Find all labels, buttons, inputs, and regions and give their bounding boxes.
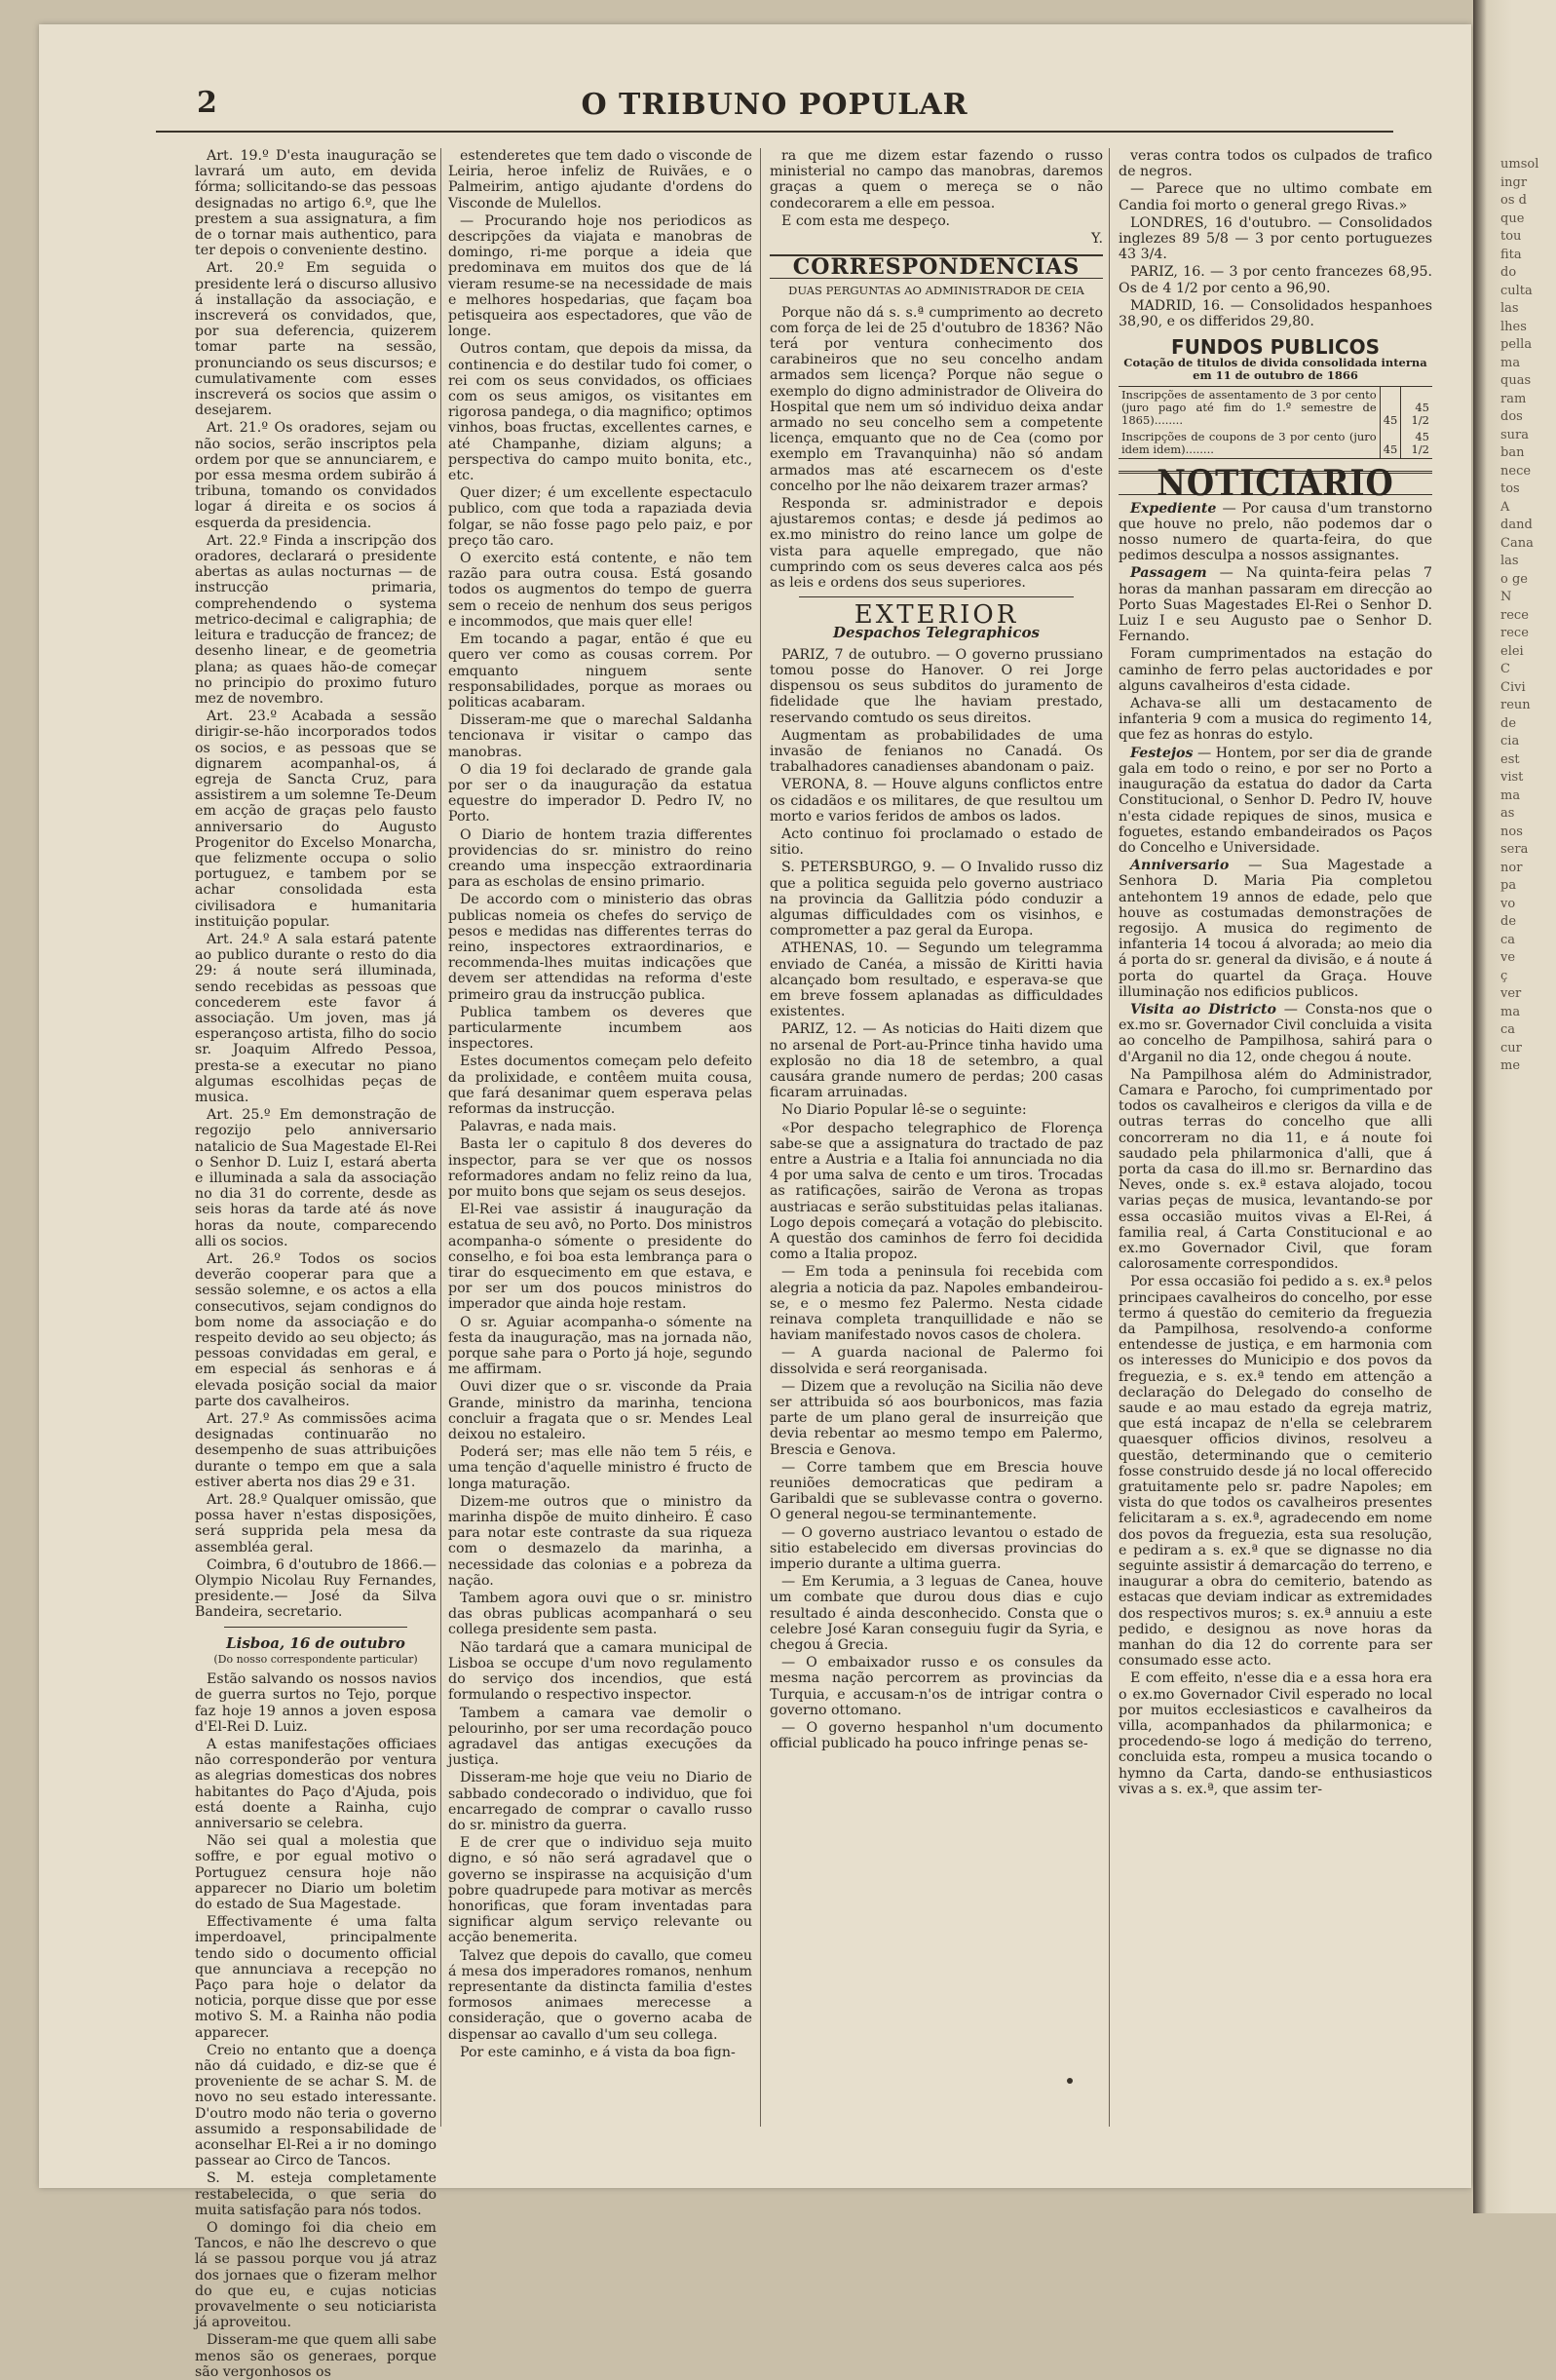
article-paragraph: Art. 24.º A sala estará patente ao publico durante o resto do dia 29: á noute será illuminada, sendo recebidas as pessoas que concederem este favor á associação. Um joven, mas já esperançoso artista, filho do socio sr. Joaquim Alfredo Pessoa, presta-se a executar no piano algumas escolhidas peças de musica. [195,931,436,1105]
next-page-fragment: tos [1500,481,1520,496]
article-paragraph: Art. 26.º Todos os socios deverão cooperar para que a sessão solemne, e os actos a ella consecutivos, sejam condignos do bom nome da associação e do respeito devido ao seu objecto; ás pessoas convidadas em geral, e em especial ás senhoras e á elevada posição social da maior parte dos cavalheiros. [195,1251,436,1409]
article-paragraph: Ouvi dizer que o sr. visconde da Praia Grande, ministro da marinha, tenciona concluir a fragata que o sr. Mendes Leal deixou no estaleiro. [448,1379,752,1443]
market-paragraph: LONDRES, 16 d'outubro. — Consolidados inglezes 89 5/8 — 3 por cento portuguezes 43 3/4. [1119,214,1432,263]
masthead: O TRIBUNO POPULAR [581,88,968,122]
column-rule [440,148,441,2127]
item-keyword: Visita ao Districto [1130,1001,1276,1017]
article-paragraph: Publica tambem os deveres que particularmente incumbem aos inspectores. [448,1004,752,1053]
next-page-fragment: que [1500,211,1525,226]
markets-text [1119,148,1432,329]
noticiario-item [1119,565,1432,644]
article-paragraph: O sr. Aguiar acompanha-o sómente na festa da inauguração, mas na jornada não, porque sahe para o Porto já hoje, segundo me affirmam. [448,1314,752,1378]
item-keyword: Expediente [1130,500,1217,517]
next-page-fragment: culta [1500,283,1533,298]
section-divider [224,1627,407,1628]
article-paragraph: S. M. esteja completamente restabelecida, o que seria do muita satisfação para nós todos. [195,2170,436,2218]
noticiario-item [1119,696,1432,744]
noticiario-item [1119,746,1432,856]
dispatch-paragraph: VERONA, 8. — Houve alguns conflictos entre os cidadãos e os militares, de que resultou um morto e varios feridos de ambos os lados. [770,777,1103,825]
article-paragraph: A estas manifestações officiaes não corresponderão por ventura as alegrias domesticas dos nobres habitantes do Paço d'Ajuda, pois está doente a Rainha, cujo anniversario se celebra. [195,1736,436,1831]
next-page-fragment: pa [1500,878,1517,893]
page-header [156,88,1393,133]
dispatch-paragraph: — O governo austriaco levantou o estado de sitio estabelecido em diversas provincias do imperio durante a ultima guerra. [770,1524,1103,1573]
fundos-row [1119,429,1432,459]
item-text: — Por causa d'um transtorno que houve no prelo, não podemos dar o nosso numero de quarta-feira, do que pedimos desculpa a nossos assignantes. [1119,500,1432,564]
item-keyword: Festejos [1130,745,1194,761]
fundos-value: 45 [1380,387,1401,430]
article-paragraph: Disseram-me hoje que veiu no Diario de sabbado condecorado o individuo, que foi encarregado de comprar o cavallo russo do sr. ministro da guerra. [448,1770,752,1833]
item-text: E com effeito, n'esse dia e a essa hora era o ex.mo Governador Civil esperado no local por muitos ecclesiasticos e cavalheiros da villa, acompanhados da philarmonica; e procedendo-se logo á medição do terreno, concluida esta, rompeu a musica tocando o hymno da Carta, dando-se enthusiasticos vivas a s. ex.ª, que assim ter- [1119,1670,1432,1797]
next-page-fragment: lhes [1500,319,1527,334]
next-page-fragment: ve [1500,950,1516,965]
next-page-fragment: ma [1500,355,1521,370]
item-text: — Hontem, por ser dia de grande gala em todo o reino, e por ser no Porto a inauguração da estatua do dador da Carta Constitucional, o Senhor D. Pedro IV, houve n'esta cidade repiques de sinos, musica e foguetes, estando embandeirados os Paços do Concelho e Universidade. [1119,745,1432,856]
noticiario-item [1119,501,1432,564]
next-page-fragment: A [1500,499,1510,515]
next-page-fragment: nos [1500,824,1523,839]
next-page-fragment: ma [1500,1004,1521,1019]
column-1 [195,148,436,2380]
dispatch-paragraph: — A guarda nacional de Palermo foi dissolvida e será reorganisada. [770,1345,1103,1377]
fundos-title: FUNDOS PUBLICOS [1170,335,1381,360]
next-page-fragment: pella [1500,337,1533,352]
article-paragraph: Palavras, e nada mais. [460,1119,617,1135]
article-paragraph: ra que me dizem estar fazendo o russo ministerial no campo das manobras, daremos graças a quem o mereça se o não condecorarem a elle em pessoa. [770,148,1103,211]
next-page-fragment: reun [1500,698,1531,712]
lisboa-article-continued [448,148,752,2060]
next-page-fragment: C [1500,662,1510,676]
next-page-fragment: ram [1500,391,1527,406]
article-paragraph: Basta ler o capitulo 8 dos deveres do inspector, para se ver que os nossos reformadores andam no feliz reino da lua, por muito bons que sejam os seus desejos. [448,1136,752,1200]
next-page-fragment: las [1500,554,1519,568]
article-paragraph: Estes documentos começam pelo defeito da prolixidade, e contêem muita cousa, que fará desanimar quem esperava pelas reformas da instrucção. [448,1054,752,1117]
article-paragraph: Creio no entanto que a doença não dá cuidado, e diz-se que é proveniente de se achar S. M. de novo no seu estado interessante. D'outro modo não teria o governo assumido a responsabilidade de aconselhar El-Rei a ir no domingo passear ao Circo de Tancos. [195,2042,436,2169]
article-paragraph: Tambem agora ouvi que o sr. ministro das obras publicas acompanhará o seu collega presidente sem pasta. [448,1591,752,1638]
dispatch-paragraph: Acto continuo foi proclamado o estado de sitio. [770,825,1103,859]
article-paragraph: Não sei qual a molestia que soffre, e por egual motivo o Portuguez censura hoje não apparecer no Diario um boletim do estado de Sua Magestade. [195,1833,436,1912]
dispatch-paragraph: PARIZ, 12. — As noticias do Haiti dizem que no arsenal de Port-au-Prince tinha havido uma explosão no dia 18 de setembro, a qual causára grande numero de perdas; 200 casas ficaram arruinadas. [770,1021,1103,1101]
correspondencias-subtitle: DUAS PERGUNTAS AO ADMINISTRADOR DE CEIA [788,284,1084,298]
article-paragraph: El-Rei vae assistir á inauguração da estatua de seu avô, no Porto. Dos ministros acompanha-o sómente o presidente do conselho, e foi boa esta lembrança para o tirar do esquecimento em que estava, e por ser um dos poucos ministros do imperador que ainda hoje restam. [448,1202,752,1313]
correspondencias-text [770,305,1103,592]
dispatch-paragraph: ATHENAS, 10. — Segundo um telegramma enviado de Canéa, a missão de Kiritti havia alcançado bom resultado, e esperava-se que em breve fossem aplanadas as difficuldades existentes. [770,940,1103,1020]
article-paragraph: estenderetes que tem dado o visconde de Leiria, heroe infeliz de Ruivães, e o Palmeirim, antigo ajudante d'ordens do Visconde de Mulellos. [448,148,752,211]
exterior-title: EXTERIOR [854,600,1019,631]
noticiario-item [1119,646,1432,694]
article-paragraph: O domingo foi dia cheio em Tancos, e não lhe descrevo o que lá se passou porque vou já atraz dos jornaes que o fizeram melhor do que eu, e cujas noticias provavelmente o seu noticiarista já aproveitou. [195,2220,436,2331]
item-keyword: Passagem [1130,565,1207,582]
article-paragraph: Em tocando a pagar, então é que eu quero ver como as cousas correm. Por emquanto ninguem sente responsabilidades, porque as moraes ou politicas acabaram. [448,632,752,710]
item-text: Por essa occasião foi pedido a s. ex.ª pelos principaes cavalheiros do concelho, por esse termo á questão do cemiterio da freguezia da Pampilhosa, resolvendo-a conforme entendesse de justiça, e em harmonia com os interesses do Municipio e dos povos da freguezia, e s. ex.ª tendo em attenção a declaração do Delegado do conselho de saude e ao mau estado da egreja matriz, que está incapaz de n'ella se celebrarem quaesquer officios divinos, resolveu a questão, determinando que o cemiterio fosse construido desde já no local offerecido gratuitamente pelo sr. padre Napoles; em vista do que todos os cavalheiros presentes felicitaram a s. ex.ª, agradecendo em nome dos povos da freguezia, esta sua resolução, e pediram a s. ex.ª que se dignasse no dia seguinte assistir á demarcação do terreno, e inaugurar a obra do cemiterio, batendo as estacas que deviam indicar as extremidades dos respectivos muros; s. ex.ª annuiu a este pedido, e designou as nove horas da manhan do dia 12 do corrente para ser consumado esse acto. [1119,1274,1432,1670]
signoff: Y. [1090,231,1103,248]
article-paragraph: Tambem a camara vae demolir o pelourinho, por ser uma recordação pouco agradavel das antigas execuções da justiça. [448,1705,752,1769]
next-page-fragment: rece [1500,626,1529,640]
next-page-fragment: dos [1500,409,1523,424]
next-page-fragment: est [1500,751,1520,767]
dispatch-paragraph: — Em Kerumia, a 3 leguas de Canea, houve um combate que durou dous dias e cujo resultado é ainda desconhecido. Consta que o celebre José Karan conseguiu fugir da Syria, e chegou á Grecia. [770,1574,1103,1654]
fundos-desc: Inscripções de assentamento de 3 por cento (juro pago até fim do 1.º semestre de 1865)........ [1119,387,1380,430]
fundos-value: 45 [1380,429,1401,459]
page-number: 2 [197,86,217,120]
article-paragraph: Disseram-me que quem alli sabe menos são os generaes, porque são vergonhosos os [195,2332,436,2380]
article-paragraph: Quer dizer; é um excellente espectaculo publico, com que toda a rapaziada devia folgar, se não fosse pago pelo paiz, e por preço tão caro. [448,485,752,549]
dispatch-paragraph: PARIZ, 7 de outubro. — O governo prussiano tomou posse do Hanover. O rei Jorge dispensou os seus subditos do juramento de fidelidade que lhe haviam prestado, reservando comtudo os seus direitos. [770,646,1103,726]
next-page-fragment: rece [1500,607,1529,623]
lisboa-title: Lisboa, 16 de outubro [226,1633,405,1652]
next-page-fragment: fita [1500,247,1522,262]
article-paragraph: Art. 22.º Finda a inscripção dos oradores, declarará o presidente abertas as aulas nocturnas — de instrucção primaria, comprehendendo o systema metrico-decimal e caligraphia; de leitura e traducção de francez; de desenho linear, e de geometria plana; as quaes hão-de começar no principio do proximo futuro mez de novembro. [195,532,436,707]
next-page-fragment: ca [1500,932,1516,947]
next-page-fragment: las [1500,301,1519,316]
column-rule [760,148,761,2127]
article-paragraph: Dizem-me outros que o ministro da marinha dispõe de muito dinheiro. É caso para notar este contraste da sua riqueza com o desmazelo da marinha, a necessidade das colonias e a pobreza da nação. [448,1493,752,1589]
next-page-fragment: vist [1500,770,1524,785]
article-paragraph: Talvez que depois do cavallo, que comeu á mesa dos imperadores romanos, nenhum representante da distincta familia d'estes formosos animaes merecesse a consideração, que o governo acaba de dispensar ao cavallo d'um seu collega. [448,1947,752,2043]
next-page-fragment: umsol [1500,157,1539,172]
dispatch-paragraph: S. PETERSBURGO, 9. — O Invalido russo diz que a politica seguida pelo governo austriaco na provincia da Gallitzia pódo conduzir a algumas difficuldades com os visinhos, e comprometter a paz geral da Europa. [770,860,1103,940]
dispatch-paragraph: — Corre tambem que em Brescia houve reuniões democraticas que pediram a Garibaldi que se sublevasse contra o governo. O general negou-se terminantemente. [770,1459,1103,1523]
next-page-fragment: N [1500,590,1512,604]
market-paragraph: MADRID, 16. — Consolidados hespanhoes 38,90, e os differidos 29,80. [1119,297,1432,330]
column-rule [1109,148,1110,2127]
article-paragraph: Poderá ser; mas elle não tem 5 réis, e uma tenção d'aquelle ministro é fructo de longa maturação. [448,1444,752,1492]
section-divider [799,596,1074,597]
dispatch-paragraph: — Em toda a peninsula foi recebida com alegria a noticia da paz. Napoles embandeirou-se, e o mesmo fez Palermo. Nesta cidade reinava completa tranquillidade e não se haviam manifestado novos casos de cholera. [770,1264,1103,1344]
dispatch-title: Despachos Telegraphicos [833,624,1040,642]
column-3 [770,148,1103,2127]
next-page-fragment: dand [1500,518,1533,532]
item-text: Achava-se alli um destacamento de infanteria 9 com a musica do regimento 14, que fez as honras do estylo. [1119,696,1432,744]
fundos-value: 45 1/2 [1411,430,1429,457]
next-page-fragment: sura [1500,427,1530,442]
article-paragraph: — Procurando hoje nos periodicos as descripções da viajata e manobras de domingo, ri-me porque a ideia que predominava em muitos dos que de lá vieram resume-se na necessidade de mais e melhores hospedarias, que façam boa petisqueira aos espectadores, que vão de longe. [448,212,752,340]
column-2 [448,148,752,2127]
next-page-fragment: ingr [1500,174,1528,190]
article-paragraph: Art. 23.º Acabada a sessão dirigir-se-hão incorporados todos os socios, e as pessoas que se dignarem acompanhal-os, á egreja de Sancta Cruz, para assistirem a um solemne Te-Deum em acção de graças pelo fausto anniversario do Augusto Progenitor do Excelso Monarcha, que felizmente occupa o solio portuguez, e tambem por se achar consolidada esta civilisadora e humanitaria instituição popular. [195,709,436,930]
dispatch-paragraph: Augmentam as probabilidades de uma invasão de fenianos no Canadá. Os trabalhadores canadienses abandonam o paiz. [770,727,1103,776]
market-paragraph: — Parece que no ultimo combate em Candia foi morto o general grego Rivas.» [1119,181,1432,213]
next-page-fragment: ver [1500,986,1522,1001]
next-page-fragment: as [1500,806,1515,821]
market-paragraph: veras contra todos os culpados de trafico de negros. [1119,148,1432,180]
article-paragraph: Art. 21.º Os oradores, sejam ou não socios, serão inscriptos pela ordem por que se annunciarem, e por essa mesma ordem subirão á tribuna, tomando os convidados logar á direita e os socios á esquerda da presidencia. [195,420,436,531]
fundos-row [1119,387,1432,430]
statutes-articles [195,148,436,1621]
item-text: Na Pampilhosa além do Administrador, Camara e Parocho, foi cumprimentado por todos os cavalheiros e clerigos da villa e de outras terras do concelho que alli concorreram no dia 11, e á noute foi saudado pela philarmonica d'alli, que á porta da casa do ill.mo sr. Bernardino das Neves, onde s. ex.ª estava alojado, tocou varias peças de musica, levantando-se por essa occasião muitos vivas a El-Rei, á familia real, á Carta Constitucional e ao ex.mo Governador Civil, que foram calorosamente correspondidos. [1119,1066,1432,1273]
article-paragraph: Art. 19.º D'esta inauguração se lavrará um auto, em devida fórma; sollicitando-se das pessoas designadas no artigo 6.º, que lhe prestem a sua assignatura, a fim de o tornar mais authentico, para ter depois o conveniente destino. [195,148,436,259]
dispatch-paragraph: — O governo hespanhol n'um documento official publicado ha pouco infringe penas se- [770,1720,1103,1752]
next-page-fragment: do [1500,265,1517,280]
dispatch-paragraph: No Diario Popular lê-se o seguinte: [781,1102,1027,1119]
article-paragraph: Art. 27.º As commissões acima designadas continuarão no desempenho de suas attribuições durante o tempo em que a sala estiver aberta nos dias 29 e 31. [195,1411,436,1490]
noticiario-item [1119,858,1432,1000]
next-page-fragment: ca [1500,1022,1516,1037]
item-text: Foram cumprimentados na estação do caminho de ferro pelas auctoridades e por alguns cavalheiros d'esta cidade. [1119,646,1432,694]
noticiario-item [1119,1067,1432,1273]
dispatch-paragraph: — Dizem que a revolução na Sicilia não deve ser attribuida só aos bourbonicos, mas fazia parte de um plano geral de insurreição que devia rebentar ao mesmo tempo em Palermo, Brescia e Genova. [770,1378,1103,1458]
article-paragraph: Art. 25.º Em demonstração de regozijo pelo anniversario natalicio de Sua Magestade El-Rei o Senhor D. Luiz I, estará aberta e illuminada a sala da associação no dia 31 do corrente, desde as seis horas da tarde até ás nove horas da noute, comparecendo alli os socios. [195,1107,436,1249]
article-paragraph: E com esta me despeço. [781,212,951,229]
next-page-text [1500,156,1555,1618]
next-page-fragment: de [1500,914,1517,929]
dispatch-paragraph: «Por despacho telegraphico de Florença sabe-se que a assignatura do tractado de paz entre a Austria e a Italia foi annunciada no dia 4 por uma salva de cento e um tiros. Trocadas as ratificações, sairão de Verona as tropas austriacas e serão substituidas pelas italianas. Logo depois começará a votação do plebiscito. A questão dos caminhos de ferro foi decidida como a Italia propoz. [770,1120,1103,1263]
article-paragraph: Coimbra, 6 d'outubro de 1866.— Olympio Nicolau Ruy Fernandes, presidente.— José da Silva Bandeira, secretario. [195,1556,436,1621]
fundos-desc: Inscripções de coupons de 3 por cento (juro idem idem)........ [1119,429,1380,459]
correspondencias-title: CORRESPONDENCIAS [770,254,1103,279]
next-page-fragment: de [1500,715,1517,731]
next-page-fragment: quas [1500,373,1532,388]
item-text: — Na quinta-feira pelas 7 horas da manhan passaram em direcção ao Porto Suas Magestades El-Rei o Senhor D. Luiz I e seu Augusto pae o Senhor D. Fernando. [1119,565,1432,645]
article-paragraph: Effectivamente é uma falta imperdoavel, principalmente tendo sido o documento official que annunciava a recepção no Paço para hoje o delator da noticia, porque disse que por esse motivo S. M. a Rainha não podia apparecer. [195,1914,436,2041]
noticiario-items [1119,501,1432,1797]
noticiario-item [1119,1002,1432,1065]
article-paragraph: Responda sr. administrador e depois ajustaremos contas; e desde já pedimos ao ex.mo ministro do reino lance um golpe de vista para aquelle empregado, que não cumprindo com os seus deveres calca aos pés as leis e ordens dos seus superiores. [770,496,1103,592]
article-paragraph: Outros contam, que depois da missa, da continencia e do destilar tudo foi comer, o rei com os seus convidados, os officiaes com os seus amigos, os visitantes em rigorosa pandega, o dia magnifico; optimos vinhos, boas fructas, excellentes carnes, e até Champanhe, diziam alguns; a perspectiva do campo muito bonita, etc., etc. [448,341,752,484]
lisboa-article-end [770,148,1103,229]
article-paragraph: E de crer que o individuo seja muito digno, e só não será agradavel que o governo se inspirasse na acquisição d'um pobre quadrupede para motivar as mercês honorificas, que foram inventadas para significar algum serviço relevante ou acção benemerita. [448,1835,752,1946]
article-paragraph: Art. 20.º Em seguida o presidente lerá o discurso allusivo á installação da associação, e inscreverá os convidados, que, por sua deferencia, quizerem tomar parte na sessão, pronunciando os seus discursos; e cumulativamente com esses inscreverá os socios que assim o desejarem. [195,260,436,419]
article-paragraph: Disseram-me que o marechal Saldanha tencionava ir visitar o campo das manobras. [448,712,752,760]
next-page-fragment: ma [1500,787,1521,803]
fundos-value: 45 1/2 [1411,401,1429,428]
next-page-fragment: nor [1500,860,1523,875]
item-keyword: Anniversario [1130,858,1230,874]
article-paragraph: Porque não dá s. s.ª cumprimento ao decreto com força de lei de 25 d'outubro de 1836? Não terá por ventura conhecimento dos carabineiros que no seu concelho andam armados sem licença? Porque não segue o exemplo do digno administrador de Oliveira do Hospital que nem um só individuo deixa andar armado no seu concelho sem a competente licença, emquanto que no de Cea (como por exemplo em Travanquinha) não só andam armados mas até escarnecem os d'este concelho por lhe não deixarem trazer armas? [770,304,1103,494]
fundos-table [1119,386,1432,459]
next-page-fragment: Civi [1500,679,1526,695]
next-page-fragment: nece [1500,463,1532,479]
column-4 [1119,148,1432,2127]
next-page-fragment: sera [1500,842,1529,857]
fundos-subtitle: Cotação de titulos de divida consolidada interna em 11 de outubro de 1866 [1123,356,1427,383]
noticiario-title: NOTICIARIO [1119,471,1432,494]
next-page-fragment: os d [1500,193,1527,208]
item-text: — Sua Magestade a Senhora D. Maria Pia completou antehontem 19 annos de edade, pelo que houve as costumadas demonstrações de regosijo. A musica do regimento de infanteria 14 tocou á alvorada; ao meio dia á porta do sr. general da divisão, e á noute á porta do quartel da Graça. Houve illuminação nos edificios publicos. [1119,858,1432,1000]
article-paragraph: Não tardará que a camara municipal de Lisboa se occupe d'um novo regulamento do serviço dos incendios, que está formulando o respectivo inspector. [448,1639,752,1704]
market-paragraph: PARIZ, 16. — 3 por cento francezes 68,95. Os de 4 1/2 por cento a 96,90. [1119,264,1432,296]
next-page-fragment: elei [1500,643,1524,659]
article-paragraph: Estão salvando os nossos navios de guerra surtos no Tejo, porque faz hoje 19 annos a joven esposa d'El-Rei D. Luiz. [195,1671,436,1735]
lisboa-article [195,1671,436,2380]
next-page-fragment: ban [1500,445,1525,460]
noticiario-item [1119,1274,1432,1669]
next-page-fragment: vo [1500,896,1516,911]
dispatch-paragraph: — O embaixador russo e os consules da mesma nação percorrem as provincias da Turquia, e accusam-n'os de intrigar contra o governo ottomano. [770,1655,1103,1718]
article-paragraph: O exercito está contente, e não tem razão para outra cousa. Está gosando todos os augmentos do tempo de guerra sem o receio de nenhum dos seus perigos e incommodos, que mais quer elle! [448,551,752,630]
next-page-fragment: tou [1500,229,1522,244]
next-page-fragment: Cana [1500,535,1534,551]
next-page-fragment: cur [1500,1040,1522,1056]
article-paragraph: O dia 19 foi declarado de grande gala por ser o da inauguração da estatua equestre do imperador D. Pedro IV, no Porto. [448,761,752,825]
article-paragraph: Por este caminho, e á vista da boa fign- [460,2044,736,2060]
next-page-fragment: cia [1500,734,1520,749]
next-page-fragment: o ge [1500,571,1528,587]
next-page-fragment: me [1500,1058,1521,1073]
lisboa-subtitle: (Do nosso correspondente particular) [213,1652,418,1666]
noticiario-item [1119,1670,1432,1797]
article-paragraph: O Diario de hontem trazia differentes providencias do sr. ministro do reino creando uma inspecção extraordinaria para as escholas de ensino primario. [448,826,752,891]
ink-dot [1067,2078,1073,2084]
dispatch-text [770,647,1103,1752]
article-paragraph: De accordo com o ministerio das obras publicas nomeia os chefes do serviço de pesos e medidas nas differentes terras do reino, inspectores extraordinarios, e recommenda-lhes muitas indicações que devem ser attendidas na reforma d'este primeiro grau da instrucção publica. [448,892,752,1003]
article-paragraph: Art. 28.º Qualquer omissão, que possa haver n'estas disposições, será supprida pela mesa da assembléa geral. [195,1492,436,1555]
next-page-fragment: ç [1500,968,1508,983]
item-text: — Consta-nos que o ex.mo sr. Governador Civil concluida a visita ao concelho de Pampilhosa, sahirá para o d'Arganil no dia 12, onde chegou á noute. [1119,1001,1432,1065]
